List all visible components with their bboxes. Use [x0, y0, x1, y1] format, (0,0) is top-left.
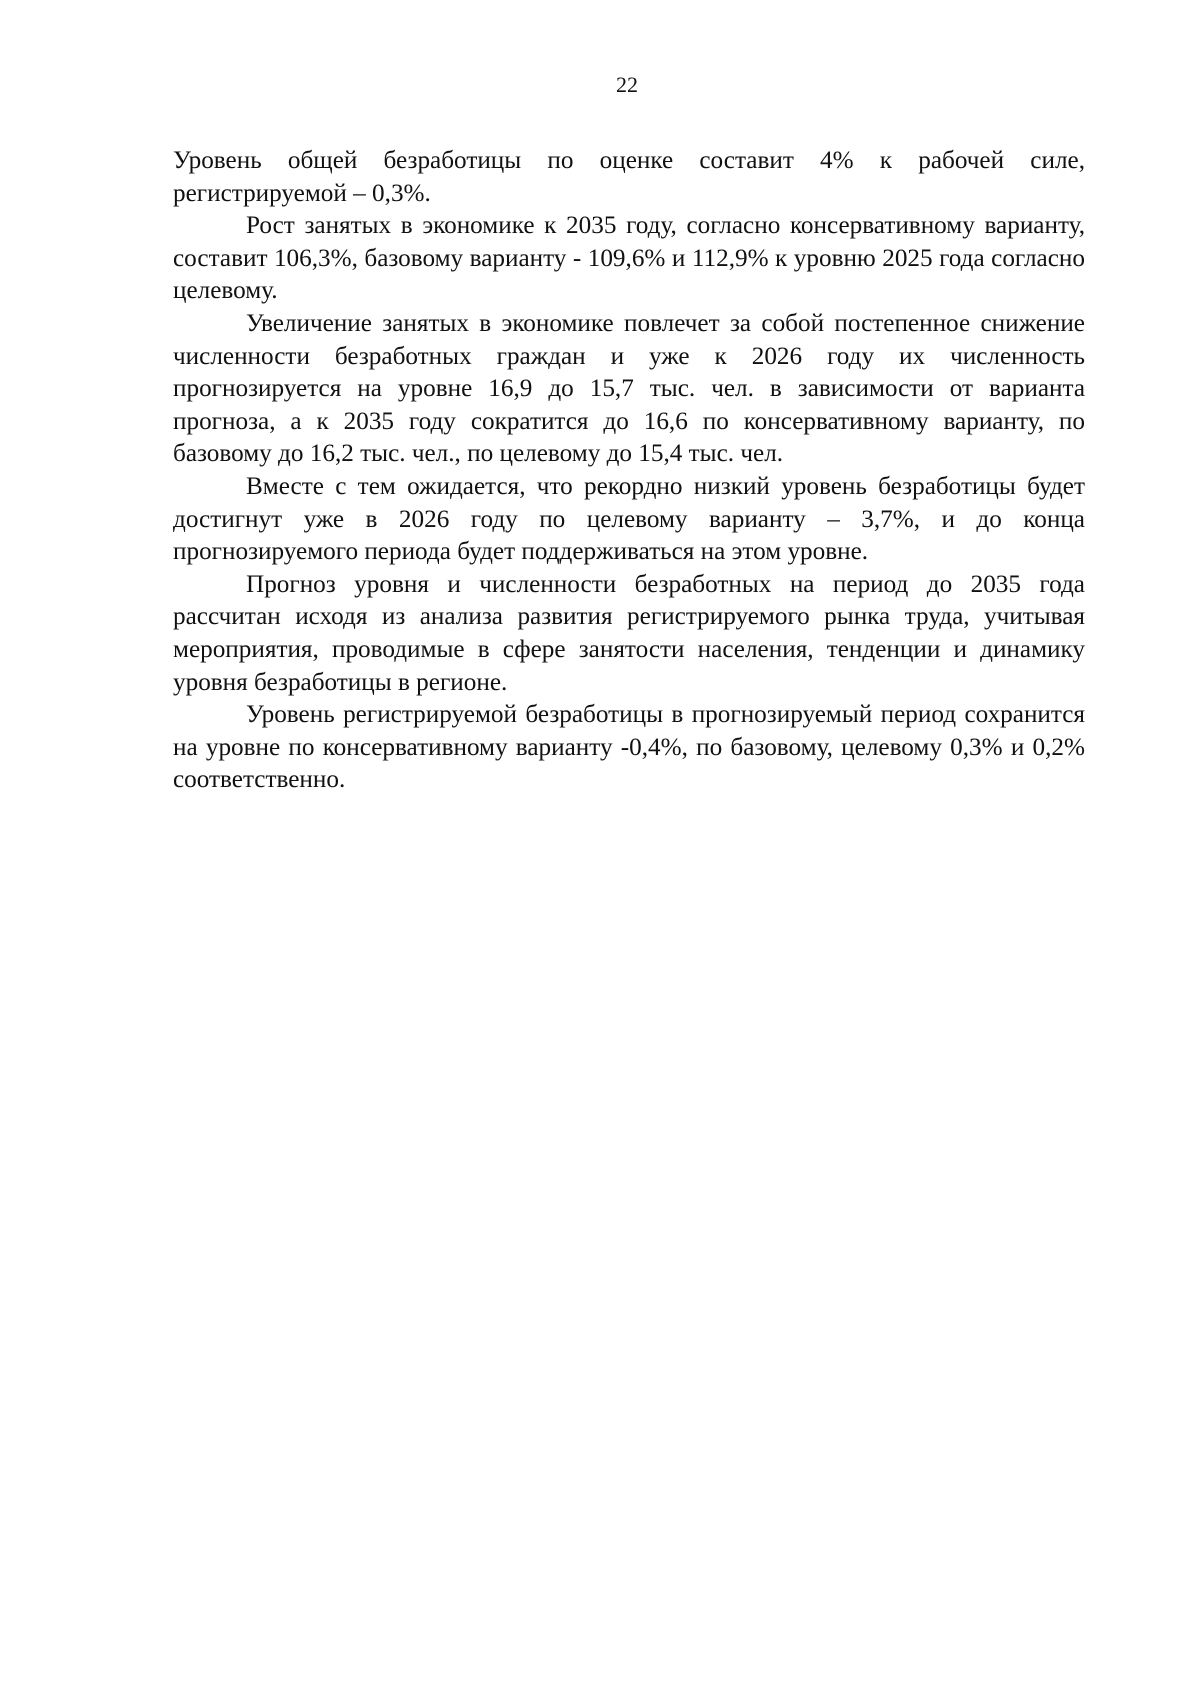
- page-number: 22: [616, 72, 638, 97]
- paragraph-registered-unemployment: Уровень регистрируемой безработицы в прогнозируемый период сохранится на уровне по консервативному варианту -0,4%, по базовому, целевому 0,3% и 0,2% соответственно.: [173, 701, 1085, 794]
- paragraph-unemployment-level: Уровень общей безработицы по оценке составит 4% к рабочей силе, регистрируемой – 0,3%.: [173, 147, 1085, 207]
- paragraph-unemployed-count: Увеличение занятых в экономике повлечет за собой постепенное снижение численности безработных граждан и уже к 2026 году их численность прогнозируется на уровне 16,9 до 15,7 тыс. чел. в зависимости от варианта прогноза, а к 2035 году сократится до 16,6 по консервативному варианту, по базовому до 16,2 тыс. чел., по целевому до 15,4 тыс. чел.: [173, 309, 1085, 468]
- paragraph-record-low: Вместе с тем ожидается, что рекордно низкий уровень безработицы будет достигнут уже в 2026 году по целевому варианту – 3,7%, и до конца прогнозируемого периода будет поддерживаться на этом уровне.: [173, 472, 1085, 566]
- document-body: [173, 145, 1085, 797]
- paragraph-forecast-method: Прогноз уровня и численности безработных на период до 2035 года рассчитан исходя из анализа развития регистрируемого рынка труда, учитывая мероприятия, проводимые в сфере занятости населения, тенденции и динамику уровня безработицы в регионе.: [173, 570, 1085, 696]
- paragraph-employment-growth: Рост занятых в экономике к 2035 году, согласно консервативному варианту, составит 106,3%, базовому варианту - 109,6% и 112,9% к уровню 2025 года согласно целевому.: [173, 212, 1085, 305]
